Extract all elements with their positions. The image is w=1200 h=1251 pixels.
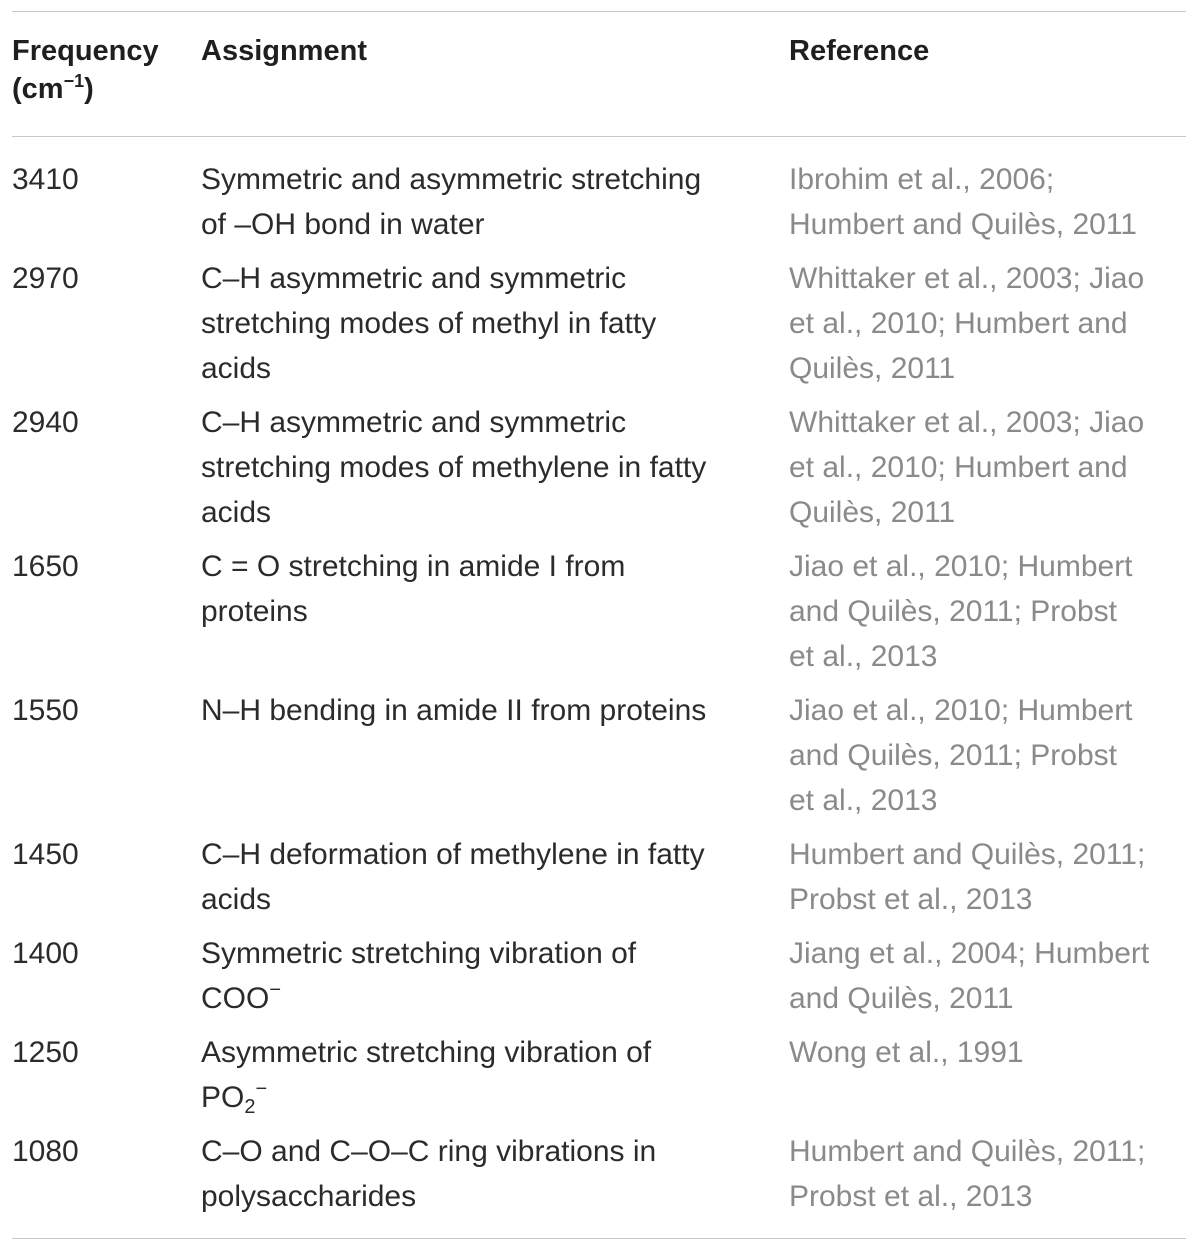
table-top-rule — [12, 11, 1186, 12]
frequency-cell: 3410 — [12, 163, 79, 196]
frequency-cell: 2940 — [12, 406, 79, 439]
header-frequency — [12, 32, 159, 108]
reference-cell: Jiao et al., 2010; Humbert and Quilès, 2011; Probst et al., 2013 — [789, 694, 1133, 817]
reference-cell: Wong et al., 1991 — [789, 1036, 1024, 1069]
assignment-cell: N–H bending in amide II from proteins — [201, 694, 707, 727]
reference-cell: Ibrohim et al., 2006; Humbert and Quilès, 2011 — [789, 163, 1137, 241]
formula-subscript: 2 — [244, 1096, 256, 1118]
frequency-cell: 1450 — [12, 838, 79, 871]
assignment-cell: C–H asymmetric and symmetric stretching modes of methylene in fatty acids — [201, 406, 707, 529]
chemical-formula — [201, 976, 771, 1021]
frequency-cell: 1400 — [12, 937, 79, 970]
formula-base: COO — [201, 982, 270, 1015]
unit-exponent: −1 — [63, 71, 85, 91]
header-frequency-unit — [12, 70, 159, 108]
assignment-cell: Symmetric and asymmetric stretching of –OH bond in water — [201, 163, 702, 241]
assignment-line: Asymmetric stretching vibration of — [201, 1036, 652, 1069]
header-reference: Reference — [789, 35, 930, 67]
assignment-cell — [201, 931, 771, 1021]
reference-cell: Whittaker et al., 2003; Jiao et al., 2010; Humbert and Quilès, 2011 — [789, 406, 1145, 529]
assignment-cell — [201, 1030, 771, 1120]
formula-base: PO — [201, 1081, 245, 1114]
reference-cell: Jiao et al., 2010; Humbert and Quilès, 2011; Probst et al., 2013 — [789, 550, 1133, 673]
formula-charge: − — [255, 1078, 268, 1100]
unit-prefix: (cm — [12, 73, 64, 105]
reference-cell: Humbert and Quilès, 2011; Probst et al., 2013 — [789, 1135, 1146, 1213]
reference-cell: Whittaker et al., 2003; Jiao et al., 2010; Humbert and Quilès, 2011 — [789, 262, 1145, 385]
assignment-cell: C–O and C–O–C ring vibrations in polysaccharides — [201, 1135, 657, 1213]
table-bottom-rule — [12, 1238, 1186, 1239]
reference-cell: Humbert and Quilès, 2011; Probst et al., 2013 — [789, 838, 1146, 916]
frequency-cell: 1550 — [12, 694, 79, 727]
assignment-cell: C = O stretching in amide I from proteins — [201, 550, 626, 628]
assignment-cell: C–H deformation of methylene in fatty acids — [201, 838, 705, 916]
table-header-rule — [12, 136, 1186, 137]
assignment-cell: C–H asymmetric and symmetric stretching modes of methyl in fatty acids — [201, 262, 657, 385]
header-assignment: Assignment — [201, 35, 367, 67]
assignment-line: Symmetric stretching vibration of — [201, 937, 637, 970]
chemical-formula — [201, 1075, 771, 1120]
unit-suffix: ) — [84, 73, 94, 105]
frequency-cell: 1080 — [12, 1135, 79, 1168]
formula-charge: − — [269, 979, 282, 1001]
frequency-cell: 2970 — [12, 262, 79, 295]
header-frequency-label: Frequency — [12, 35, 159, 67]
frequency-cell: 1650 — [12, 550, 79, 583]
frequency-cell: 1250 — [12, 1036, 79, 1069]
reference-cell: Jiang et al., 2004; Humbert and Quilès, 2011 — [789, 937, 1150, 1015]
